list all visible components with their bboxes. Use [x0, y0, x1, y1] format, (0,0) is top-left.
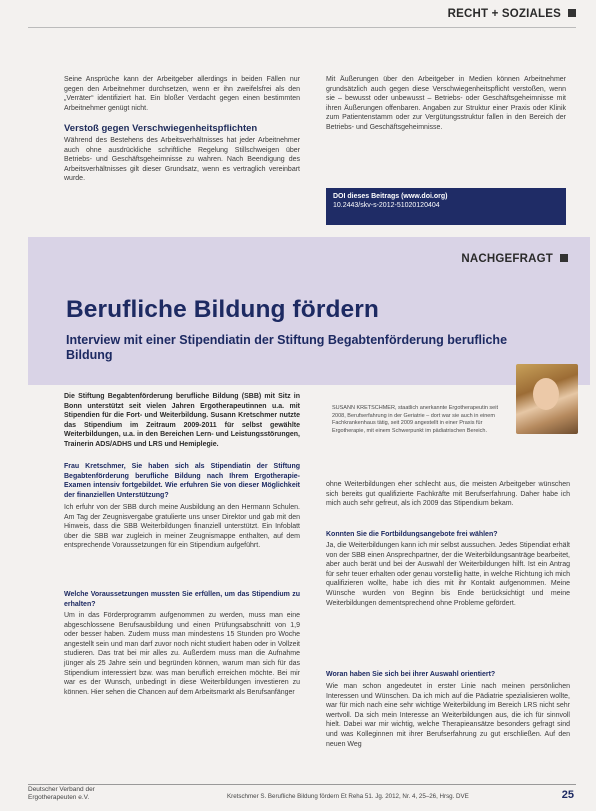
section-header [448, 8, 576, 20]
square-icon [568, 9, 576, 17]
photo-caption: SUSANN KRETSCHMER, staatlich anerkannte Ergotherapeutin seit 2008, Berufserfahrung in der Geriatrie – dort war sie auch in einem Fachkrankenhaus tätig, seit 2009 angestellt in einer Praxis für Ergotherapie, mit einem Schwerpunkt im pädiatrischen Bereich. [332, 405, 498, 434]
question-4: Woran haben Sie sich bei ihrer Auswahl orientiert? [326, 671, 496, 678]
question-2: Welche Voraussetzungen mussten Sie erfüllen, um das Stipendium zu erhalten? [64, 591, 300, 608]
doi-box [326, 188, 566, 225]
footer-rule [28, 784, 576, 785]
intro-text: Die Stiftung Begabtenförderung berufliche Bildung (SBB) mit Sitz in Bonn unterstützt seit vielen Jahren Ergotherapeutinnen u.a. mit Stipendien für die Fort- und Weiterbildung. Susann Kretschmer nutzte das Stipendium im Zeitraum 2009-2011 für selbst gewählte Weiterbildungen, u.a. in den Bereichen Lern- und Leistungsstörungen, Trainerin ADS/ADHS und LRS und Hemiplegie. [64, 393, 300, 448]
top-rule [28, 27, 576, 28]
answer-1: Ich erfuhr von der SBB durch meine Ausbildung an den Hermann Schulen. Am Tag der Zeugnisvergabe gratulierte uns unser Direktor und gab mit den Hinweis, dass die SBB Weiterbildungen finanziell unterstützt. Ein Infoblatt über die SBB war zugleich in meiner Zeugnismappe enthalten, auf dem entsprechende Voraussetzungen für ein Stipendium aufgeführt. [64, 504, 300, 550]
section-label: RECHT + SOZIALES [447, 8, 561, 20]
page-number: 25 [561, 789, 574, 801]
top-left-para2: Während des Bestehens des Arbeitsverhältnisses hat jeder Arbeitnehmer auch ohne ausdrückliche schriftliche Regelung Stillschweigen über Betriebs- und Geschäftsgeheimnisse zu wahren. Nach Beendigung des Arbeitsverhältnisses gilt dieser Grundsatz, wenn es vertraglich vereinbart wurde. [64, 137, 300, 183]
portrait-face [533, 378, 559, 410]
answer-3: Ja, die Weiterbildungen kann ich mir selbst aussuchen. Jedes Stipendiat erhält von der SBB einen Ansprechpartner, der die Weiterbildungsanträge bearbeitet, aber auch berät und bei der Auswahl der Weiterbildungen hilft. Ist ein Antrag für sehr teuer erhalten oder genau vorstellig hatte, in welche Richtung ich mich qualifizieren wollte, habe ich dies mit ihr Kontakt aufgenommen. Meine Wünsche wurden von Beginn bis Ende berücksichtigt und meine Weiterbildungen dementsprechend ohne Probleme gefördert. [326, 542, 570, 607]
square-icon [560, 254, 568, 262]
answer-4: Wie man schon angedeutet in erster Linie nach meinen persönlichen Interessen und Wünschen. Da ich mich auf die Pädiatrie spezialisieren wollte, war für mich nach eine sehr wichtige Weiterbildung im Bereich LRS nicht sehr wertvoll. Da sich mein Interesse an Weiterbildungen aus, die ich für sinnvoll hielt. Dabei war mir wichtig, welche Therapieansätze besonders gefragt sind und was Kolleginnen mit ihrer Berufserfahrung zu gut erschließen. Auf den neuen Weg [326, 683, 570, 748]
answer-1-continued: ohne Weiterbildungen eher schlecht aus, die meisten Arbeitgeber wünschen sich bereits gut qualifizierte Fachkräfte mit Berufserfahrung. Daher habe ich mich auch sehr gefreut, als ich 2009 das Stipendium bekam. [326, 481, 570, 508]
article-subtitle: Interview mit einer Stipendiatin der Stiftung Begabtenförderung berufliche Bildung [66, 333, 508, 362]
question-1: Frau Kretschmer, Sie haben sich als Stipendiatin der Stiftung Begabtenförderung berufliche Bildung nach Ihrem Ergotherapie-Examen intensiv fortgebildet. Wie erfuhren Sie von dieser Möglichkeit der finanziellen Unterstützung? [64, 463, 300, 499]
question-3: Konnten Sie die Fortbildungsangebote frei wählen? [326, 531, 498, 538]
doi-title: DOI dieses Beitrags (www.doi.org) [333, 193, 448, 200]
answer-2: Um in das Förderprogramm aufgenommen zu werden, muss man eine abgeschlossene Berufsausbildung und einen Prüfungsabschnitt von 1,9 oder besser haben. Zudem muss man mindestens 15 Stunden pro Woche angestellt sein und man darf zuvor noch nicht studiert haben oder in Vollzeit studieren. Das trat bei mir alles zu. Außerdem muss man die Aufnahme jünger als 25 Jahre sein und begründen können, warum man sich für das Stipendium interessiert bzw. was man beruflich erreichen möchte. Bei mir war es der Wunsch, unbedingt in diese Weiterbildungen investieren zu können. Hier sehen die Chancen auf dem Arbeitsmarkt als Berufsanfänger [64, 612, 300, 696]
tag-label: NACHGEFRAGT [461, 253, 553, 265]
top-right-para: Mit Äußerungen über den Arbeitgeber in Medien können Arbeitnehmer grundsätzlich auch gegen diese Verschwiegenheitspflicht verstoßen, wenn sie – bewusst oder unbewusst – Betriebs- oder Geschäftsgeheimnisse mit ihren Äußerungen offenbaren. Angaben zur Struktur einer Praxis oder Klinik zum Patientenstamm oder zur Vergütungsstruktur fallen in den Bereich der Betriebs- und Geschäftsgeheimnisse. [326, 76, 566, 131]
article-title: Berufliche Bildung fördern [66, 296, 379, 323]
footer-citation: Kretschmer S. Berufliche Bildung fördern Et Reha 51. Jg. 2012, Nr. 4, 25–26, Hrsg. DVE [227, 793, 469, 800]
doi-value[interactable]: 10.2443/skv-s-2012-51020120404 [333, 202, 440, 209]
article-tag [461, 253, 568, 265]
top-left-heading: Verstoß gegen Verschwiegenheitspflichten [64, 123, 258, 134]
footer-org: Deutscher Verband der Ergotherapeuten e.V. [28, 786, 95, 801]
top-left-para1: Seine Ansprüche kann der Arbeitgeber allerdings in beiden Fällen nur gegen den Arbeitnehmer durchsetzen, wenn er ihn zweifelsfrei als den „Verräter“ identifiziert hat. Ein bloßer Verdacht gegen einen bestimmten Arbeitnehmer genügt nicht. [64, 76, 300, 112]
